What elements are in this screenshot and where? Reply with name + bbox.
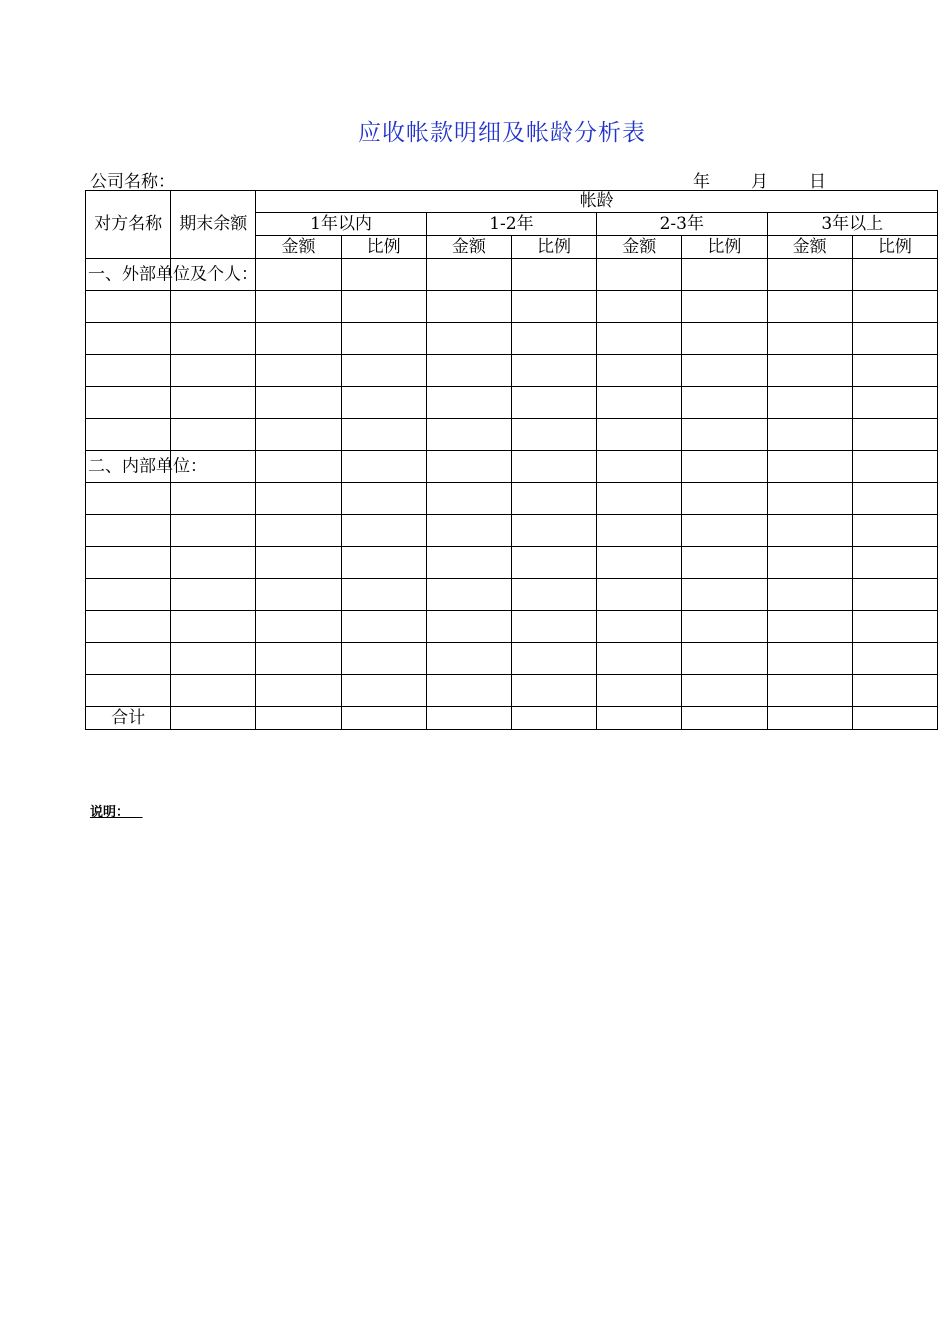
table-cell[interactable] xyxy=(852,419,937,451)
table-cell[interactable] xyxy=(597,419,682,451)
table-cell[interactable] xyxy=(852,387,937,419)
table-cell[interactable] xyxy=(682,419,767,451)
section-external-cell xyxy=(86,259,258,291)
table-cell[interactable] xyxy=(767,611,852,643)
table-cell[interactable] xyxy=(341,355,426,387)
table-row xyxy=(86,451,938,483)
table-cell[interactable] xyxy=(682,579,767,611)
table-cell[interactable] xyxy=(682,515,767,547)
table-cell[interactable] xyxy=(511,547,596,579)
table-cell[interactable] xyxy=(426,707,511,730)
table-cell[interactable] xyxy=(597,643,682,675)
table-row xyxy=(86,483,938,515)
table-row xyxy=(86,579,938,611)
table-row xyxy=(86,387,938,419)
header-ratio: 比例 xyxy=(852,236,937,259)
table-cell[interactable] xyxy=(767,643,852,675)
table-cell[interactable] xyxy=(341,259,426,291)
table-cell[interactable] xyxy=(86,419,171,451)
table-cell[interactable] xyxy=(256,707,341,730)
table-cell[interactable] xyxy=(171,579,256,611)
table-cell[interactable] xyxy=(597,323,682,355)
table-cell[interactable] xyxy=(767,483,852,515)
table-cell[interactable] xyxy=(426,259,511,291)
table-row xyxy=(86,675,938,707)
header-ratio: 比例 xyxy=(511,236,596,259)
table-cell[interactable] xyxy=(171,643,256,675)
table-cell[interactable] xyxy=(511,579,596,611)
table-cell[interactable] xyxy=(171,611,256,643)
table-cell[interactable] xyxy=(256,291,341,323)
table-cell[interactable] xyxy=(86,483,171,515)
table-cell[interactable] xyxy=(682,291,767,323)
table-cell[interactable] xyxy=(597,611,682,643)
table-cell[interactable] xyxy=(767,707,852,730)
table-cell[interactable] xyxy=(682,451,767,483)
total-row xyxy=(86,707,938,730)
table-cell[interactable] xyxy=(86,515,171,547)
table-cell[interactable] xyxy=(256,323,341,355)
table-cell[interactable] xyxy=(341,515,426,547)
date-year-label: 年 xyxy=(693,172,710,192)
header-ratio: 比例 xyxy=(682,236,767,259)
table-cell[interactable] xyxy=(852,675,937,707)
table-cell[interactable] xyxy=(682,675,767,707)
table-cell[interactable] xyxy=(767,675,852,707)
table-cell[interactable] xyxy=(597,675,682,707)
table-cell[interactable] xyxy=(426,323,511,355)
table-cell[interactable] xyxy=(767,419,852,451)
table-cell[interactable] xyxy=(852,547,937,579)
table-cell[interactable] xyxy=(426,483,511,515)
table-cell[interactable] xyxy=(852,483,937,515)
table-cell[interactable] xyxy=(426,579,511,611)
header-ratio: 比例 xyxy=(341,236,426,259)
header-amount: 金额 xyxy=(597,236,682,259)
table-cell[interactable] xyxy=(86,355,171,387)
table-cell[interactable] xyxy=(426,611,511,643)
header-amount: 金额 xyxy=(256,236,341,259)
table-cell[interactable] xyxy=(171,547,256,579)
table-cell[interactable] xyxy=(511,419,596,451)
table-cell[interactable] xyxy=(426,675,511,707)
table-cell[interactable] xyxy=(767,547,852,579)
table-row xyxy=(86,323,938,355)
table-cell[interactable] xyxy=(597,259,682,291)
table-cell[interactable] xyxy=(511,483,596,515)
header-period-within-1y: 1年以内 xyxy=(256,213,426,236)
table-cell[interactable] xyxy=(426,515,511,547)
table-cell[interactable] xyxy=(852,451,937,483)
header-amount: 金额 xyxy=(426,236,511,259)
table-cell[interactable] xyxy=(767,451,852,483)
table-cell[interactable] xyxy=(171,483,256,515)
header-amount: 金额 xyxy=(767,236,852,259)
table-cell[interactable] xyxy=(341,291,426,323)
table-cell[interactable] xyxy=(256,547,341,579)
table-cell[interactable] xyxy=(341,707,426,730)
table-cell[interactable] xyxy=(341,643,426,675)
table-row xyxy=(86,515,938,547)
table-row xyxy=(86,547,938,579)
header-closing-balance: 期末余额 xyxy=(171,191,256,259)
date-month-label: 月 xyxy=(751,172,768,192)
table-cell[interactable] xyxy=(852,643,937,675)
table-cell[interactable] xyxy=(256,259,341,291)
table-cell[interactable] xyxy=(682,259,767,291)
section-external-label: 一、外部单位及个人： xyxy=(88,264,258,284)
table-cell[interactable] xyxy=(256,355,341,387)
table-cell[interactable] xyxy=(852,355,937,387)
table-cell[interactable] xyxy=(511,611,596,643)
table-cell[interactable] xyxy=(511,707,596,730)
table-cell[interactable] xyxy=(256,579,341,611)
section-internal-label: 二、内部单位： xyxy=(88,456,207,476)
table-cell[interactable] xyxy=(256,387,341,419)
table-cell[interactable] xyxy=(86,291,171,323)
table-cell[interactable] xyxy=(171,515,256,547)
table-cell[interactable] xyxy=(767,323,852,355)
table-cell[interactable] xyxy=(171,323,256,355)
header-period-1-2y: 1-2年 xyxy=(426,213,596,236)
table-cell[interactable] xyxy=(426,387,511,419)
table-cell[interactable] xyxy=(597,451,682,483)
table-row xyxy=(86,355,938,387)
aging-table-viewport xyxy=(85,190,912,767)
note-label: 说明： xyxy=(90,805,143,820)
table-cell[interactable] xyxy=(86,579,171,611)
table-cell[interactable] xyxy=(511,515,596,547)
table-cell[interactable] xyxy=(597,579,682,611)
table-cell[interactable] xyxy=(426,419,511,451)
table-cell[interactable] xyxy=(171,675,256,707)
table-cell[interactable] xyxy=(597,291,682,323)
table-cell[interactable] xyxy=(597,515,682,547)
table-cell[interactable] xyxy=(767,291,852,323)
table-cell[interactable] xyxy=(426,355,511,387)
table-cell[interactable] xyxy=(682,355,767,387)
table-cell[interactable] xyxy=(256,675,341,707)
table-cell[interactable] xyxy=(511,387,596,419)
aging-table xyxy=(85,190,938,730)
table-cell[interactable] xyxy=(171,419,256,451)
table-cell[interactable] xyxy=(341,387,426,419)
table-cell[interactable] xyxy=(597,547,682,579)
table-cell[interactable] xyxy=(86,675,171,707)
table-cell[interactable] xyxy=(511,323,596,355)
table-cell[interactable] xyxy=(426,451,511,483)
table-cell[interactable] xyxy=(511,291,596,323)
table-cell[interactable] xyxy=(852,323,937,355)
table-cell[interactable] xyxy=(341,579,426,611)
table-cell[interactable] xyxy=(341,419,426,451)
table-cell[interactable] xyxy=(171,291,256,323)
table-row xyxy=(86,419,938,451)
table-cell[interactable] xyxy=(426,547,511,579)
table-cell[interactable] xyxy=(852,579,937,611)
header-aging: 帐龄 xyxy=(256,191,938,213)
header-counterparty: 对方名称 xyxy=(86,191,171,259)
table-cell[interactable] xyxy=(852,291,937,323)
table-cell[interactable] xyxy=(852,707,937,730)
table-row xyxy=(86,643,938,675)
header-period-over-3y: 3年以上 xyxy=(767,213,938,236)
company-name-label: 公司名称： xyxy=(90,172,175,192)
table-cell[interactable] xyxy=(682,483,767,515)
table-cell[interactable] xyxy=(597,387,682,419)
table-cell[interactable] xyxy=(767,515,852,547)
date-day-label: 日 xyxy=(809,172,826,192)
table-cell[interactable] xyxy=(767,259,852,291)
table-cell[interactable] xyxy=(341,323,426,355)
table-cell[interactable] xyxy=(256,515,341,547)
table-cell[interactable] xyxy=(86,611,171,643)
table-cell[interactable] xyxy=(767,579,852,611)
table-cell[interactable] xyxy=(682,547,767,579)
table-cell[interactable] xyxy=(682,323,767,355)
table-cell[interactable] xyxy=(171,707,256,730)
header-period-2-3y: 2-3年 xyxy=(597,213,767,236)
table-cell[interactable] xyxy=(511,355,596,387)
table-cell[interactable] xyxy=(341,611,426,643)
table-cell[interactable] xyxy=(682,611,767,643)
table-cell[interactable] xyxy=(426,643,511,675)
table-cell[interactable] xyxy=(682,387,767,419)
total-label: 合计 xyxy=(86,707,171,730)
table-cell[interactable] xyxy=(86,547,171,579)
table-row xyxy=(86,291,938,323)
table-cell[interactable] xyxy=(86,643,171,675)
table-cell[interactable] xyxy=(86,323,171,355)
table-cell[interactable] xyxy=(256,643,341,675)
table-cell[interactable] xyxy=(256,483,341,515)
table-cell[interactable] xyxy=(597,483,682,515)
table-cell[interactable] xyxy=(341,451,426,483)
table-cell[interactable] xyxy=(767,355,852,387)
table-cell[interactable] xyxy=(171,355,256,387)
section-internal-cell xyxy=(86,451,207,483)
table-cell[interactable] xyxy=(511,259,596,291)
table-cell[interactable] xyxy=(511,643,596,675)
table-cell[interactable] xyxy=(341,483,426,515)
page-title: 应收帐款明细及帐龄分析表 xyxy=(358,120,646,146)
table-cell[interactable] xyxy=(511,675,596,707)
table-cell[interactable] xyxy=(852,259,937,291)
table-cell[interactable] xyxy=(511,451,596,483)
table-cell[interactable] xyxy=(767,387,852,419)
table-cell[interactable] xyxy=(682,643,767,675)
table-cell[interactable] xyxy=(341,675,426,707)
table-cell[interactable] xyxy=(341,547,426,579)
table-row xyxy=(86,611,938,643)
table-cell[interactable] xyxy=(171,387,256,419)
table-cell[interactable] xyxy=(597,707,682,730)
table-cell[interactable] xyxy=(256,451,341,483)
table-cell[interactable] xyxy=(852,515,937,547)
table-cell[interactable] xyxy=(256,419,341,451)
table-cell[interactable] xyxy=(256,611,341,643)
table-cell[interactable] xyxy=(426,291,511,323)
table-cell[interactable] xyxy=(682,707,767,730)
table-cell[interactable] xyxy=(852,611,937,643)
table-row xyxy=(86,259,938,291)
table-cell[interactable] xyxy=(597,355,682,387)
table-cell[interactable] xyxy=(86,387,171,419)
